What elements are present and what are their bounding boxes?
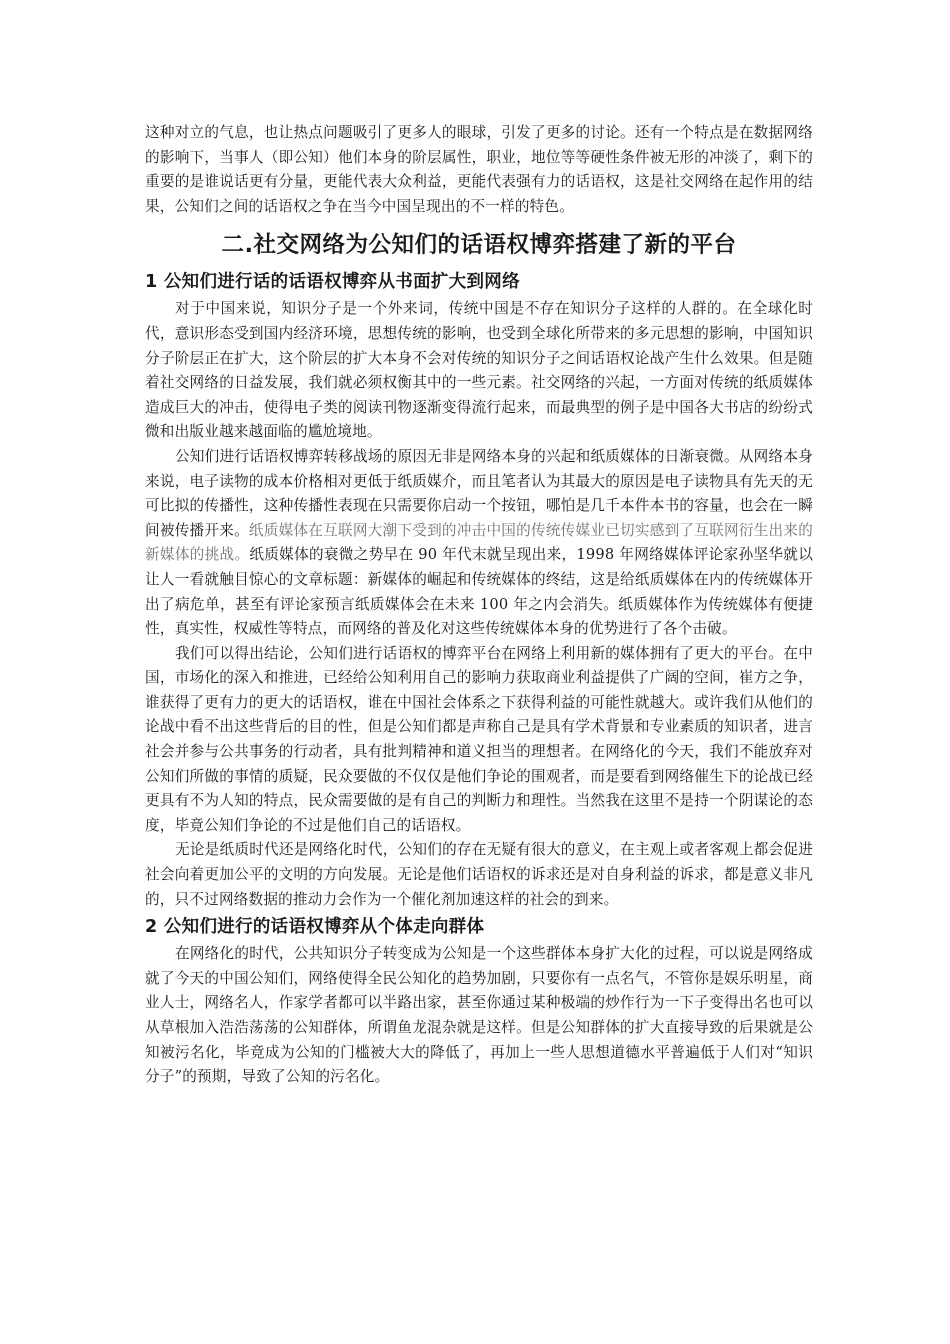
subsection-1-heading: 1 公知们进行话的话语权博弈从书面扩大到网络: [145, 272, 520, 293]
paragraph-2-text-c: 纸质媒体的衰微之势早在 90 年代末就呈现出来，1998 年网络媒体评论家孙坚华就以让人一看就触目惊心的文章标题：新媒体的崛起和传统媒体的终结，这是给纸质媒体在内的传统媒体开出了病危单，甚至有评论家预言纸质媒体会在未来 100 年之内会消失。纸质媒体作为传统媒体有便捷性，真实性，权威性等特点，而网络的普及化对这些传统媒体本身的优势进行了各个击破。: [145, 546, 813, 638]
intro-paragraph: 这种对立的气息，也让热点问题吸引了更多人的眼球，引发了更多的讨论。还有一个特点是在数据网络的影响下，当事人（即公知）他们本身的阶层属性，职业，地位等等硬性条件被无形的冲淡了，剩下的重要的是谁说话更有分量，更能代表大众利益，更能代表强有力的话语权，这是社交网络在起作用的结果，公知们之间的话语权之争在当今中国呈现出的不一样的特色。: [145, 124, 813, 215]
document-body: [145, 121, 813, 1090]
subsection-1-paragraph-1: 对于中国来说，知识分子是一个外来词，传统中国是不存在知识分子这样的人群的。在全球化时代，意识形态受到国内经济环境，思想传统的影响，也受到全球化所带来的多元思想的影响，中国知识分子阶层正在扩大，这个阶层的扩大本身不会对传统的知识分子之间话语权论战产生什么效果。但是随着社交网络的日益发展，我们就必须权衡其中的一些元素。社交网络的兴起，一方面对传统的纸质媒体造成巨大的冲击，使得电子类的阅读刊物逐渐变得流行起来，而最典型的例子是中国各大书店的纷纷式微和出版业越来越面临的尴尬境地。: [145, 300, 813, 441]
subsection-2-heading: 2 公知们进行的话语权博弈从个体走向群体: [145, 917, 485, 938]
subsection-1-paragraph-2: [145, 445, 813, 642]
section-heading: 二.社交网络为公知们的话语权博弈搭建了新的平台: [221, 232, 737, 259]
paragraph-2-quoted-text: 纸质媒体在互联网大潮下受到的冲击中国的传统传媒业已切实感到了互联网衍生出来的新媒体的挑战。: [145, 521, 813, 564]
paragraph-2-text-a: 公知们进行话语权博弈转移战场的原因无非是网络本身的兴起和纸质媒体的日渐衰微。从网络本身来说，电子读物的成本价格相对更低于纸质媒介，而且笔者认为其最大的原因是电子读物具有先天的无可比拟的传播性，这种传播性表现在只需要你启动一个按钮，哪怕是几千本件本书的容量，也会在一瞬间被传播开来。: [145, 447, 813, 539]
subsection-2-paragraph-1: 在网络化的时代，公共知识分子转变成为公知是一个这些群体本身扩大化的过程，可以说是网络成就了今天的中国公知们，网络使得全民公知化的趋势加剧，只要你有一点名气，不管你是娱乐明星，商业人士，网络名人，作家学者都可以半路出家，甚至你通过某种极端的炒作行为一下子变得出名也可以从草根加入浩浩荡荡的公知群体，所谓鱼龙混杂就是这样。但是公知群体的扩大直接导致的后果就是公知被污名化，毕竟成为公知的门槛被大大的降低了，再加上一些人思想道德水平普遍低于人们对“知识分子”的预期，导致了公知的污名化。: [145, 945, 813, 1086]
subsection-1-paragraph-4: 无论是纸质时代还是网络化时代，公知们的存在无疑有很大的意义，在主观上或者客观上都会促进社会向着更加公平的文明的方向发展。无论是他们话语权的诉求还是对自身利益的诉求，都是意义非凡的，只不过网络数据的推动力会作为一个催化剂加速这样的社会的到来。: [145, 841, 813, 908]
subsection-1-paragraph-3: 我们可以得出结论，公知们进行话语权的博弈平台在网络上利用新的媒体拥有了更大的平台。在中国，市场化的深入和推进，已经给公知利用自己的影响力获取商业利益提供了广阔的空间，崔方之争，谁获得了更有力的更大的话语权，谁在中国社会体系之下获得利益的可能性就越大。或许我们从他们的论战中看不出这些背后的目的性，但是公知们都是声称自己是具有学术背景和专业素质的知识者，进言社会并参与公共事务的行动者，具有批判精神和道义担当的理想者。在网络化的今天，我们不能放弃对公知们所做的事情的质疑，民众要做的不仅仅是他们争论的围观者，而是要看到网络催生下的论战已经更具有不为人知的特点，民众需要做的是有自己的判断力和理性。当然我在这里不是持一个阴谋论的态度，毕竟公知们争论的不过是他们自己的话语权。: [145, 644, 813, 834]
